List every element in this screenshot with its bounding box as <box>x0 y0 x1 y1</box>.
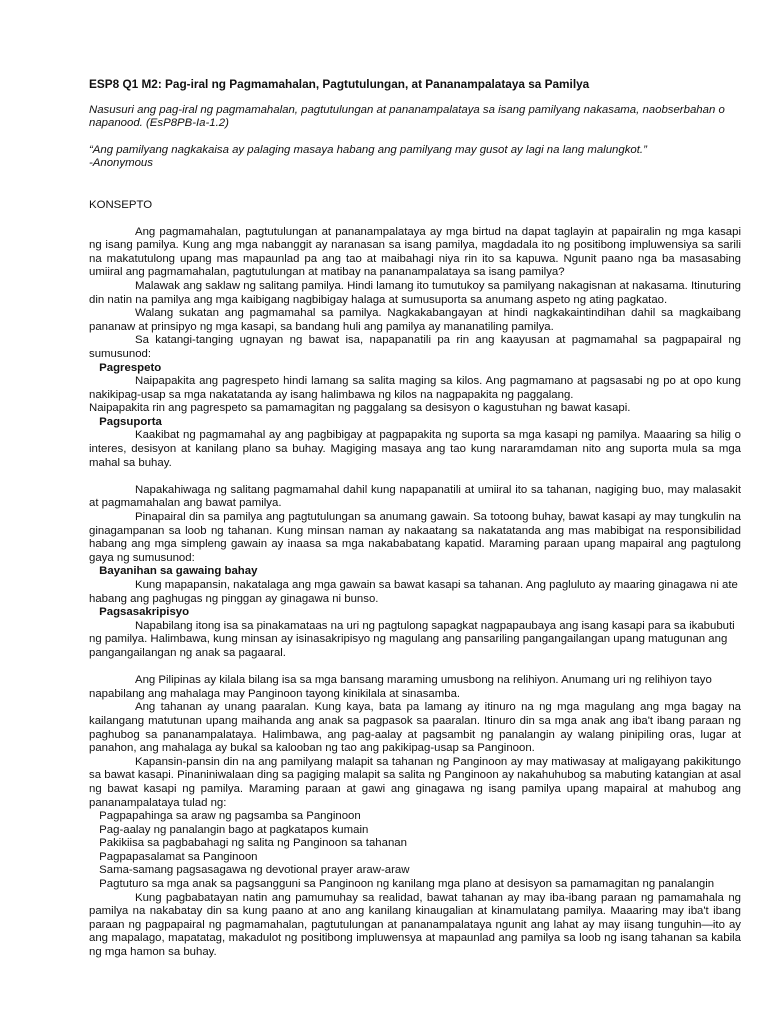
list-item <box>89 878 741 892</box>
subheading-label: Bayanihan sa gawaing bahay <box>99 565 258 578</box>
subheading-label: Pagsasakripisyo <box>99 606 190 619</box>
paragraph: Malawak ang saklaw ng salitang pamilya. Hindi lamang ito tumutukoy sa pamilyang nakagisnan at nakasama. Itinuturing din natin na pamilya ang mga kaibigang nagbibigay halaga at sumusuporta sa anumang aspeto ng ating pagkatao. <box>89 279 741 306</box>
spacer <box>89 661 741 675</box>
list-item-text: Pagpapahinga sa araw ng pagsamba sa Panginoon <box>99 810 361 823</box>
subheading-pagrespeto <box>89 362 741 376</box>
paragraph: Ang Pilipinas ay kilala bilang isa sa mga bansang maraming umusbong na relihiyon. Anumang uri ng relihiyon tayo napabilang ang mahalaga may Panginoon tayong kinikilala at sinasamba. <box>89 674 712 700</box>
paragraph: Pinapairal din sa pamilya ang pagtutulungan sa anumang gawain. Sa totoong buhay, bawat kasapi ay may tungkulin na ginagampanan sa loob ng tahanan. Kung minsan naman ay nakaatang sa nakatatanda ang mas mabibigat na responsibilidad habang ang mga simpleng gawain ay inaasa sa mga nakababatang kapatid. Maraming paraan upang mapairal ang pagtulong gaya ng sumusunod: <box>89 511 741 564</box>
subheading-label: Pagsuporta <box>99 415 162 428</box>
list-item-text: Pag-aalay ng panalangin bago at pagkatapos kumain <box>99 823 369 836</box>
paragraph: Sa katangi-tanging ugnayan ng bawat isa, napapanatili pa rin ang kaayusan at pagmamahal sa pagpapairal ng sumusunod: <box>89 334 741 360</box>
paragraph: Kung mapapansin, nakatalaga ang mga gawain sa bawat kasapi sa tahanan. Ang pagluluto ay maaring ginagawa ni ate habang ang paghugas ng pinggan ay ginagawa ni bunso. <box>89 579 738 605</box>
list-item-text: Sama-samang pagsasagawa ng devotional prayer araw-araw <box>99 864 410 877</box>
paragraph: Ang pagmamahalan, pagtutulungan at pananampalataya ay mga birtud na dapat taglayin at papairalin ng mga kasapi ng isang pamilya. Kung ang mga nabanggit ay naranasan sa isang pamilya, magdadala ito ng positibong impluwensiya sa sarili na makatutulong upang mas mapaunlad pa ang tao at maibahagi niya rin ito sa kapuwa. Ngunit paano nga ba masasabing umiiral ang pagmamahalan, pagtutulungan at matibay na pananampalataya sa isang pamilya? <box>89 225 741 279</box>
paragraph: Napakahiwaga ng salitang pagmamahal dahil kung napapanatili at umiiral ito sa tahanan, nagiging buo, may malasakit at pagmamahalan ang bawat pamilya. <box>89 483 741 510</box>
paragraph: Kung pagbabatayan natin ang pamumuhay sa realidad, bawat tahanan ay may iba-ibang paraan ng pamamahala ng pamilya na nakabatay din sa kung paano at ano ang kanilang kinaugalian at kinamulatang pamilya. Maaaring may iba't ibang paraan ng pagpapairal ng pagmamahalan, pagtutulungan at pananampalataya ngunit ang lahat ay may iisang tunguhin—ito ay ang mapalago, mapatatag, makadulot ng positibong impluwensya at mapaunlad ang pamilya sa loob ng isang tahanan sa kabila ng mga hamon sa buhay. <box>89 891 741 959</box>
subheading-label: Pagrespeto <box>99 361 162 374</box>
document-body <box>89 78 741 960</box>
subheading-pagsuporta <box>89 416 741 430</box>
list-item <box>89 864 741 878</box>
epigraph-quote: “Ang pamilyang nagkakaisa ay palaging masaya habang ang pamilyang may gusot ay lagi na lang malungkot.” <box>89 143 647 156</box>
faith-practices-list <box>89 810 741 892</box>
paragraph: Ang tahanan ay unang paaralan. Kung kaya, bata pa lamang ay itinuro na ng mga magulang ang mga bagay na kailangang matutunan upang maihanda ang anak sa pagpasok sa paaralan. Itinuro din sa mga anak ang iba't ibang paraan ng paghubog sa pananampalataya. Halimbawa, ang pag-aalay at pagsambit ng panalangin ay walang pinipiling oras, lugar at panahon, ang mahalaga ay bukal sa kalooban ng tao ang pakikipag-usap sa Panginoon. <box>89 701 741 755</box>
subheading-pagsasakripisyo <box>89 606 741 620</box>
paragraph: Napabilang itong isa sa pinakamataas na uri ng pagtulong sapagkat nagpapaubaya ang isang kasapi para sa ikabubuti ng pamilya. Halimbawa, kung minsan ay isinasakripisyo ng magulang ang pansariling pangangailangan upang matugunan ang pangangailangan ng anak sa pagaaral. <box>89 619 735 659</box>
list-item <box>89 837 741 851</box>
list-item <box>89 851 741 865</box>
paragraph: Walang sukatan ang pagmamahal sa pamilya. Nagkakabangayan at hindi nagkakaintindihan dahil sa magkaibang pananaw at prinsipyo ng mga kasapi, sa bandang huli ang pamilya ay mananatiling pamilya. <box>89 307 741 333</box>
list-item <box>89 824 741 838</box>
subheading-bayanihan <box>89 565 741 579</box>
paragraph: Naipapakita ang pagrespeto hindi lamang sa salita maging sa kilos. Ang pagmamano at pagsasabi ng po at opo kung nakikipag-usap sa mga nakatatanda ay isang halimbawa ng kilos na nagpapakita ng paggalang. <box>89 375 741 401</box>
learning-objective: Nasusuri ang pag-iral ng pagmamahalan, pagtutulungan at pananampalataya sa isang pamilyang nakasama, naobserbahan o napanood. (EsP8PB-Ia-1.2) <box>89 103 725 130</box>
paragraph: Kapansin-pansin din na ang pamilyang malapit sa tahanan ng Panginoon ay may matiwasay at maligayang pakikitungo sa bawat kasapi. Pinaniniwalaan ding sa pagiging malapit sa salita ng Panginoon ay nakahuhubog sa mabuting katangian at asal ng bawat kasapi ng pamilya. Maraming paraan at gawi ang ginagawa ng isang pamilya upang mapairal at mahubog ang pananampalataya tulad ng: <box>89 755 741 809</box>
list-item-text: Pakikiisa sa pagbabahagi ng salita ng Panginoon sa tahanan <box>99 837 407 850</box>
spacer <box>89 470 741 484</box>
list-item <box>89 810 741 824</box>
section-heading-konsepto: KONSEPTO <box>89 198 153 211</box>
document-title: ESP8 Q1 M2: Pag-iral ng Pagmamahalan, Pagtutulungan, at Pananampalataya sa Pamilya <box>89 77 590 91</box>
list-item-text: Pagpapasalamat sa Panginoon <box>99 850 258 863</box>
paragraph: Kaakibat ng pagmamahal ay ang pagbibigay at pagpapakita ng suporta sa mga kasapi ng pamilya. Maaaring sa hilig o interes, desisyon at kanilang plano sa buhay. Magiging masaya ang tao kung nararamdaman nito ang suporta mula sa mga mahal sa buhay. <box>89 429 741 469</box>
paragraph: Naipapakita rin ang pagrespeto sa pamamagitan ng paggalang sa desisyon o kagustuhan ng bawat kasapi. <box>89 402 631 415</box>
list-item-text: Pagtuturo sa mga anak sa pagsangguni sa Panginoon ng kanilang mga plano at desisyon sa pamamagitan ng panalangin <box>99 878 715 891</box>
epigraph-author: -Anonymous <box>89 157 153 170</box>
